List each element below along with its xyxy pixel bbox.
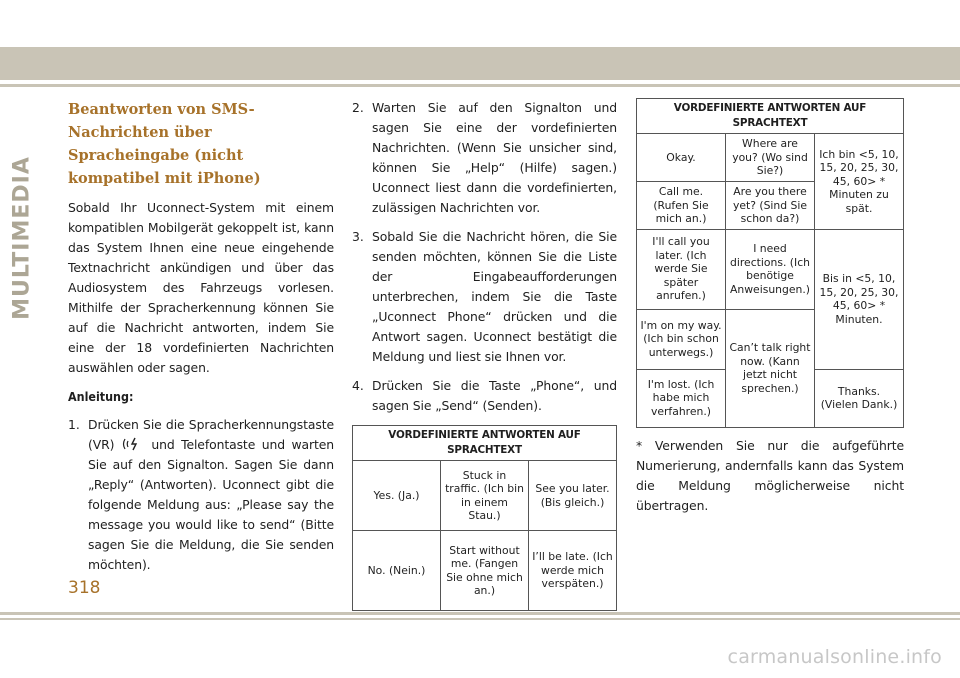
- table-cell: I'm lost. (Ich habe mich verfahren.): [637, 369, 726, 427]
- section-heading: Beantworten von SMS-Nachrichten über Spracheingabe (nicht kompatibel mit iPhone): [68, 101, 261, 187]
- table-cell: Bis in <5, 10, 15, 20, 25, 30, 45, 60> * Minuten.: [815, 229, 904, 369]
- table-row: [637, 229, 904, 309]
- step-1: [68, 415, 334, 575]
- column-left: [68, 98, 334, 584]
- table-cell: See you later. (Bis gleich.): [529, 461, 617, 531]
- step-text: Warten Sie auf den Signalton und sagen Sie eine der vordefinierten Nachrichten. (Wenn Sie unsicher sind, können Sie „Help“ (Hilfe) sagen.) Uconnect liest dann die vordefinierten, zulässigen Nachrichten vor.: [372, 100, 617, 215]
- step-text-after-icon: und Telefontaste und warten Sie auf den Signalton. Sagen Sie dann „Reply“ (Antworten). Uconnect gibt die folgende Meldung aus: „Please say the message you would like to send“ (Bitte sagen Sie die Meldung, die Sie senden möchten).: [88, 437, 334, 572]
- table-cell: No. (Nein.): [353, 531, 441, 611]
- step-number: 3.: [352, 229, 364, 244]
- step-4: [352, 376, 617, 416]
- section-label: MULTIMEDIA: [9, 156, 35, 320]
- table-header-row: [353, 426, 617, 461]
- column-right: [636, 98, 904, 528]
- table-cell: Thanks. (Vielen Dank.): [815, 369, 904, 427]
- step-text: Drücken Sie die Taste „Phone“, und sagen Sie „Send“ (Senden).: [372, 378, 617, 413]
- table-cell: I need directions. (Ich benötige Anweisungen.): [726, 229, 815, 309]
- responses-table-2: [636, 98, 904, 428]
- intro-paragraph: Sobald Ihr Uconnect-System mit einem kompatiblen Mobilgerät gekoppelt ist, kann das System Ihnen eine neue eingehende Textnachricht ankündigen und über das Audiosystem des Fahrzeugs vorlesen. Mithilfe der Spracherkennung können Sie auf die Nachricht antworten, indem Sie eine der 18 vordefinierten Nachrichten auswählen oder sagen.: [68, 200, 334, 375]
- step-text-before-icon: Drücken Sie die Spracherkennungstaste (VR): [88, 417, 334, 452]
- step-2: [352, 98, 617, 218]
- table-row: [353, 531, 617, 611]
- watermark: carmanualsonline.info: [727, 646, 942, 668]
- header-rule: [0, 84, 960, 87]
- table-cell: Are you there yet? (Sind Sie schon da?): [726, 182, 815, 230]
- footer-rule: [0, 612, 960, 615]
- step-3: [352, 227, 617, 367]
- table-cell: I'll call you later. (Ich werde Sie später anrufen.): [637, 229, 726, 309]
- table-header: VORDEFINIERTE ANTWORTEN AUF SPRACHTEXT: [353, 426, 617, 461]
- table-cell: Where are you? (Wo sind Sie?): [726, 134, 815, 182]
- table-cell: Okay.: [637, 134, 726, 182]
- column-middle: [352, 98, 617, 611]
- table-row: [353, 461, 617, 531]
- instructions-heading: Anleitung:: [68, 389, 134, 404]
- table-header: VORDEFINIERTE ANTWORTEN AUF SPRACHTEXT: [637, 99, 904, 134]
- table-header-row: [637, 99, 904, 134]
- table-cell: Can’t talk right now. (Kann jetzt nicht sprechen.): [726, 309, 815, 427]
- table-cell: I’ll be late. (Ich werde mich verspäten.): [529, 531, 617, 611]
- header-band: [0, 47, 960, 80]
- table-cell: Start without me. (Fangen Sie ohne mich an.): [441, 531, 529, 611]
- footnote: * Verwenden Sie nur die aufgeführte Numerierung, andernfalls kann das System die Meldung möglicherweise nicht übertragen.: [636, 437, 904, 513]
- step-text: Sobald Sie die Nachricht hören, die Sie senden möchten, können Sie die Liste der Eingabeaufforderungen unterbrechen, indem Sie die Taste „Uconnect Phone“ drücken und die Antwort sagen. Uconnect bestätigt die Meldung und liest sie Ihnen vor.: [372, 229, 617, 364]
- table-cell: I'm on my way. (Ich bin schon unterwegs.): [637, 309, 726, 369]
- page-number: 318: [68, 578, 101, 598]
- step-number: 4.: [352, 378, 364, 393]
- table-row: [637, 134, 904, 182]
- table-cell: Ich bin <5, 10, 15, 20, 25, 30, 45, 60> * Minuten zu spät.: [815, 134, 904, 230]
- step-number: 1.: [68, 417, 80, 432]
- footer-rule-thin: [0, 618, 960, 620]
- step-text: [88, 415, 334, 575]
- voice-recognition-icon: [121, 437, 145, 451]
- table-cell: Call me. (Rufen Sie mich an.): [637, 182, 726, 230]
- responses-table-1: [352, 425, 617, 611]
- table-cell: Yes. (Ja.): [353, 461, 441, 531]
- table-cell: Stuck in traffic. (Ich bin in einem Stau.): [441, 461, 529, 531]
- step-number: 2.: [352, 100, 364, 115]
